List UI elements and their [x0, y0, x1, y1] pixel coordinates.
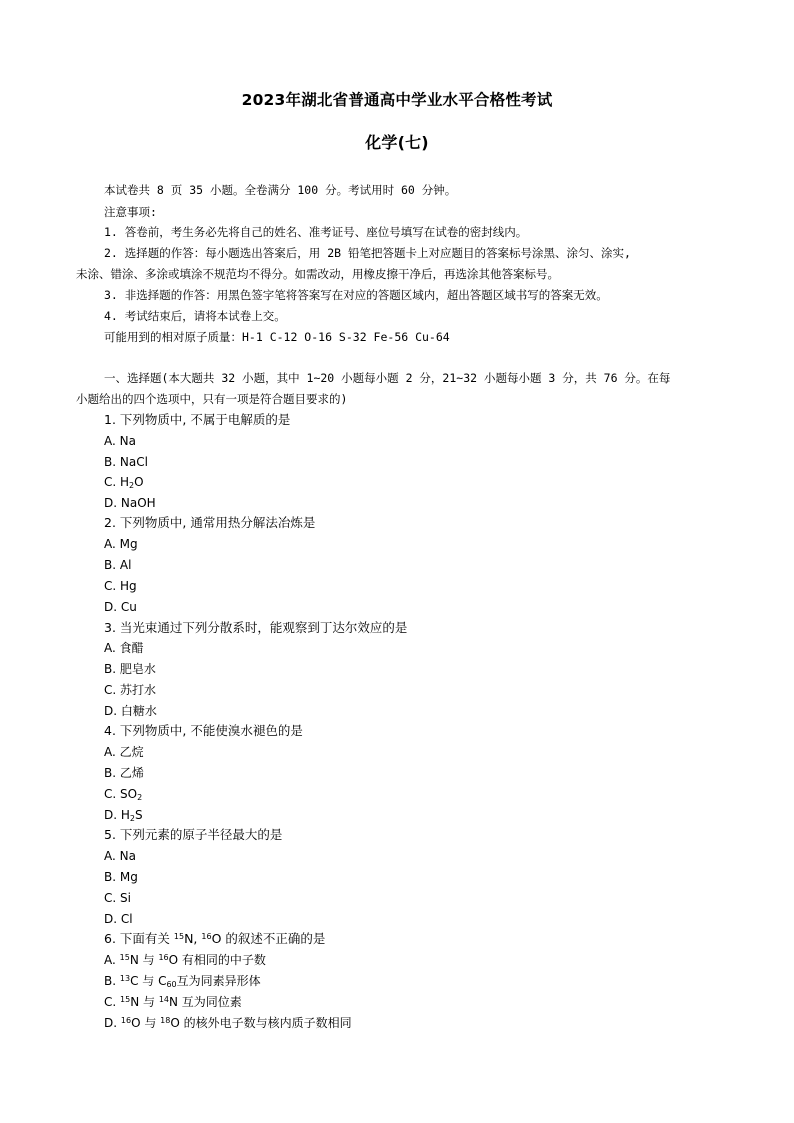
- exam-subtitle: 化学(七): [365, 133, 429, 152]
- question-4-option-d: D. $H_2S$: [104, 808, 143, 823]
- question-4-option-b: B. 乙烯: [104, 766, 144, 780]
- question-3-option-a: A. 食醋: [104, 641, 144, 655]
- note-3: 3. 非选择题的作答：用黑色签字笔将答案写在对应的答题区域内，超出答题区域书写的答案无效。: [104, 288, 608, 302]
- question-5-stem: 5. 下列元素的原子半径最大的是: [104, 827, 283, 842]
- question-2-option-d: D. Cu: [104, 600, 137, 614]
- question-3-stem: 3. 当光束通过下列分散系时，能观察到丁达尔效应的是: [104, 620, 408, 635]
- question-5-option-d: D. Cl: [104, 912, 133, 926]
- question-6-option-c: C. $^{15}$N 与 $^{14}$N 互为同位素: [104, 995, 242, 1009]
- question-5-option-c: C. Si: [104, 891, 131, 905]
- notes-title: 注意事项:: [104, 205, 157, 219]
- question-6-option-a: A. $^{15}$N 与 $^{16}$O 有相同的中子数: [104, 953, 266, 967]
- question-4-option-a: A. 乙烷: [104, 745, 144, 759]
- question-1-option-a: A. Na: [104, 434, 136, 448]
- question-2-option-c: C. Hg: [104, 579, 137, 593]
- question-6-option-d: D. $^{16}$O 与 $^{18}$O 的核外电子数与核内质子数相同: [104, 1016, 352, 1030]
- question-2-option-b: B. Al: [104, 558, 132, 572]
- atomic-masses: 可能用到的相对原子质量：H-1 C-12 O-16 S-32 Fe-56 Cu-64: [104, 330, 450, 344]
- question-2-stem: 2. 下列物质中, 通常用热分解法冶炼是: [104, 515, 316, 530]
- question-3-option-b: B. 肥皂水: [104, 662, 156, 676]
- note-2-line-1: 2. 选择题的作答：每小题选出答案后，用 2B 铅笔把答题卡上对应题目的答案标号涂黑、涂匀、涂实,: [104, 246, 631, 260]
- section-heading-line-2: 小题给出的四个选项中，只有一项是符合题目要求的): [76, 392, 348, 406]
- note-4: 4. 考试结束后，请将本试卷上交。: [104, 309, 286, 323]
- question-1-option-d: D. NaOH: [104, 496, 156, 510]
- question-4-stem: 4. 下列物质中, 不能使溴水褪色的是: [104, 723, 303, 738]
- question-5-option-b: B. Mg: [104, 870, 138, 884]
- intro-text: 本试卷共 8 页 35 小题。全卷满分 100 分。考试用时 60 分钟。: [104, 183, 457, 197]
- note-2-line-2: 未涂、错涂、多涂或填涂不规范均不得分。如需改动，用橡皮擦干净后，再选涂其他答案标号。: [76, 267, 559, 281]
- exam-title: 2023年湖北省普通高中学业水平合格性考试: [241, 91, 553, 109]
- question-4-option-c: C. $SO_2$: [104, 787, 143, 802]
- note-1: 1. 答卷前，考生务必先将自己的姓名、准考证号、座位号填写在试卷的密封线内。: [104, 225, 528, 239]
- question-1-option-c: C. $H_2O$: [104, 475, 144, 490]
- question-3-option-c: C. 苏打水: [104, 683, 157, 697]
- question-1-option-b: B. NaCl: [104, 455, 148, 469]
- question-5-option-a: A. Na: [104, 849, 136, 863]
- question-2-option-a: A. Mg: [104, 537, 138, 551]
- question-1-stem: 1. 下列物质中, 不属于电解质的是: [104, 412, 291, 427]
- section-heading-line-1: 一、选择题(本大题共 32 小题，其中 1~20 小题每小题 2 分，21~32 小题每小题 3 分，共 76 分。在每: [104, 371, 671, 385]
- question-6-stem: 6. 下面有关 $^{15}$N, $^{16}$O 的叙述不正确的是: [104, 931, 326, 946]
- question-3-option-d: D. 白糖水: [104, 704, 157, 718]
- question-6-option-b: B. $^{13}$C 与 $C_{60}$互为同素异形体: [104, 974, 261, 989]
